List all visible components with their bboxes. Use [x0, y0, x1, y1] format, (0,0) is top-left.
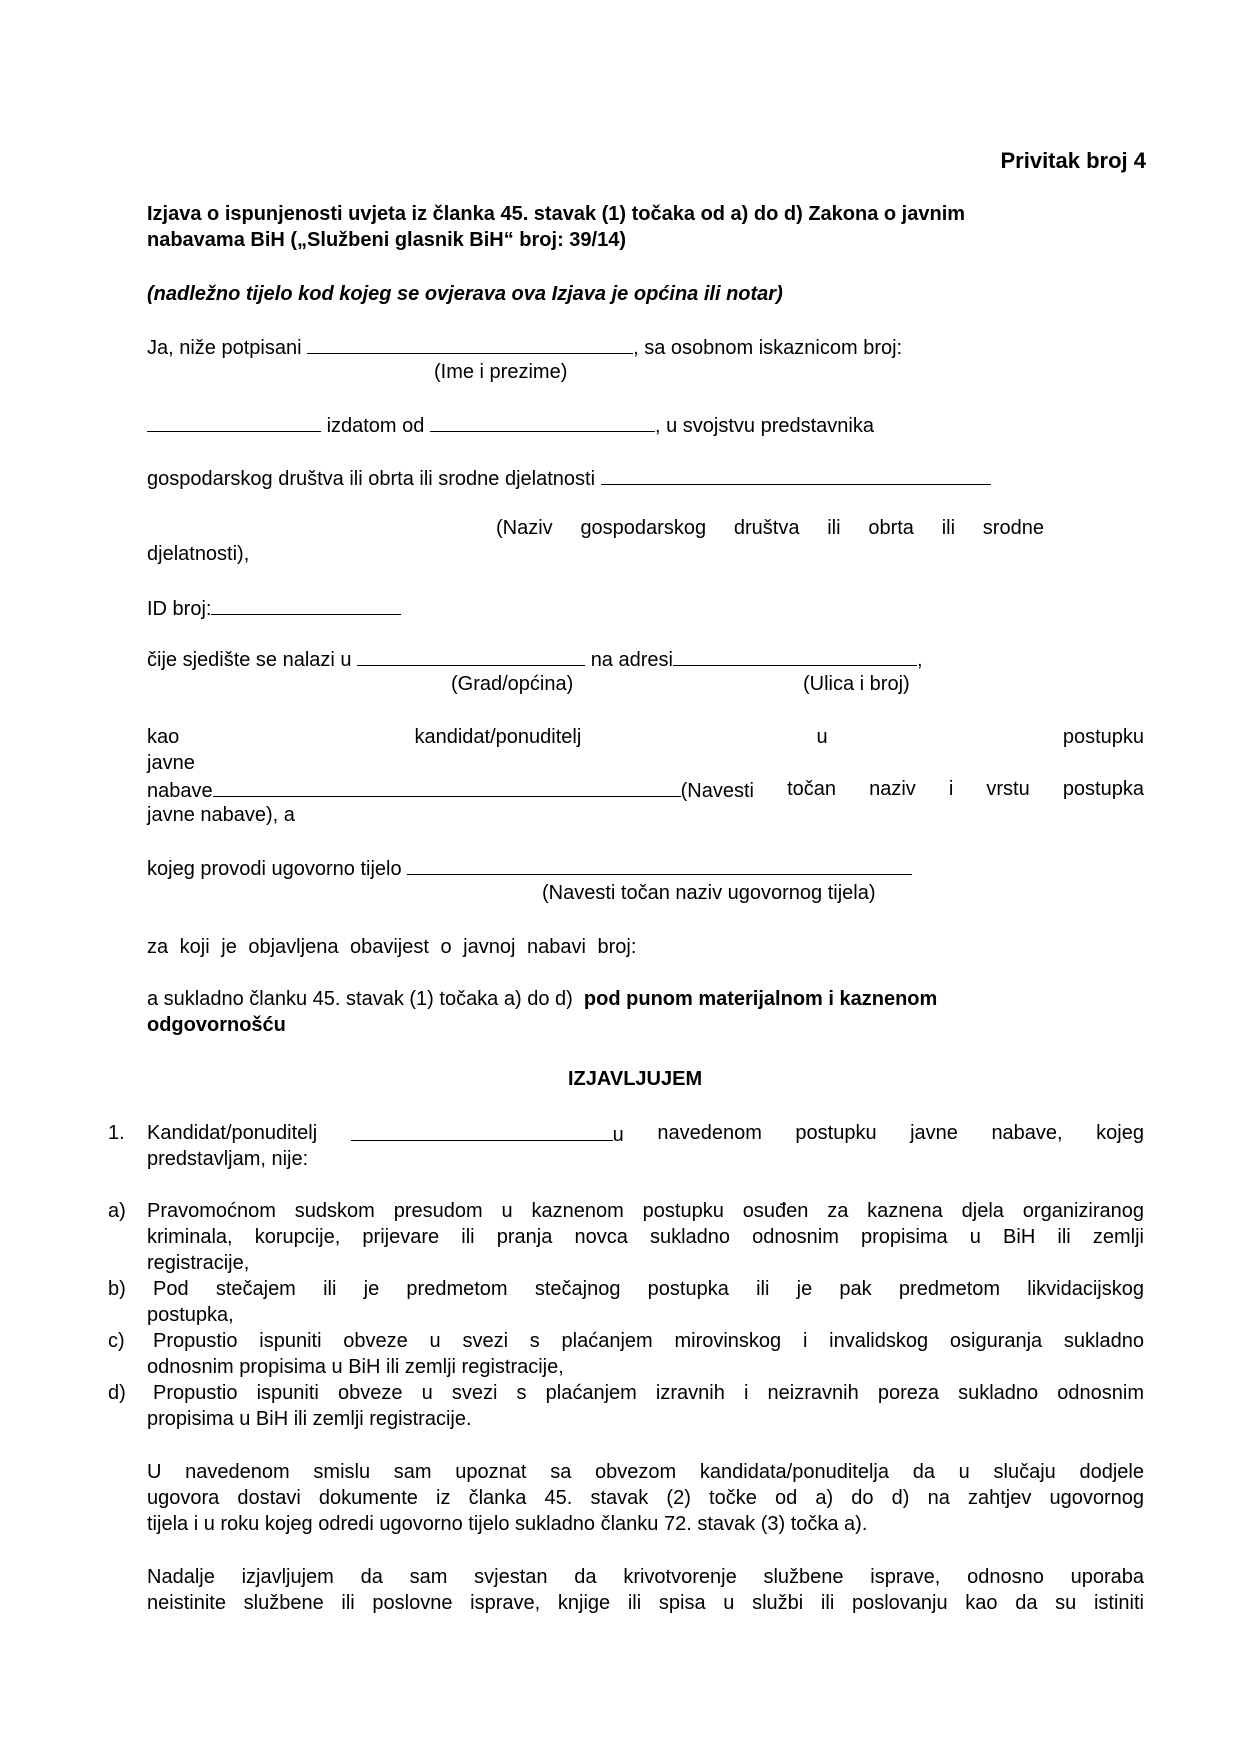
- issued-by-blank[interactable]: [430, 411, 655, 432]
- notice-line: za koji je objavljena obavijest o javnoj nabavi broj:: [147, 936, 637, 958]
- item-a-line-3: registracije,: [147, 1252, 250, 1274]
- procurement-line: nabave (Navesti točan naziv i vrstu postupka: [147, 778, 1144, 802]
- liability-line-2: odgovornošću: [147, 1014, 286, 1036]
- item-a-line-1: Pravomoćnom sudskom presudom u kaznenom postupku osuđen za kaznena djela organiziranog: [147, 1200, 1144, 1222]
- item1-line-2: predstavljam, nije:: [147, 1148, 309, 1170]
- name-blank[interactable]: [307, 333, 633, 354]
- para2-line-2: neistinite službene ili poslovne isprave, knjige ili spisa u službi ili poslovanju kao da su istiniti: [147, 1592, 1144, 1614]
- seat-text: čije sjedište se nalazi u: [147, 649, 352, 671]
- company-caption-end: djelatnosti),: [147, 543, 250, 565]
- item1-number: 1.: [108, 1122, 125, 1144]
- item-b-letter: b): [108, 1278, 126, 1300]
- declaration-heading: IZJAVLJUJEM: [568, 1068, 703, 1090]
- address-blank[interactable]: [673, 645, 917, 666]
- title-line-2: nabavama BiH („Službeni glasnik BiH“ broj: 39/14): [147, 229, 627, 251]
- company-text: gospodarskog društva ili obrta ili srodne djelatnosti: [147, 468, 596, 490]
- capacity-text: , u svojstvu predstavnika: [654, 415, 874, 437]
- candidate-name-blank[interactable]: [351, 1120, 613, 1141]
- company-name-blank[interactable]: [601, 464, 991, 485]
- item-d-letter: d): [108, 1382, 126, 1404]
- item-c-line-1: Propustio ispuniti obveze u svezi s plaćanjem mirovinskog i invalidskog osiguranja sukladno: [153, 1330, 1144, 1352]
- id-number-blank[interactable]: [147, 411, 321, 432]
- company-caption: (Naziv gospodarskog društva ili obrta ili srodne: [496, 517, 1044, 539]
- issued-line: [147, 411, 874, 439]
- address-label: na adresi: [590, 649, 673, 671]
- authority-blank[interactable]: [407, 854, 912, 875]
- authority-line: kojeg provodi ugovorno tijelo: [147, 854, 912, 882]
- item-a-letter: a): [108, 1200, 126, 1222]
- seat-line: čije sjedište se nalazi u na adresi ,: [147, 645, 923, 673]
- name-caption: (Ime i prezime): [434, 361, 568, 383]
- company-line: [147, 464, 991, 492]
- item-b-line-1: Pod stečajem ili je predmetom stečajnog postupka ili je pak predmetom likvidacijskog: [153, 1278, 1144, 1300]
- item-d-line-2: propisima u BiH ili zemlji registracije.: [147, 1408, 472, 1430]
- signatory-line: [147, 333, 902, 361]
- javne-word: javne: [147, 752, 195, 774]
- city-caption: (Grad/općina): [451, 673, 574, 695]
- item-c-letter: c): [108, 1330, 125, 1352]
- candidate-line: kao kandidat/ponuditelj u postupku: [147, 726, 1144, 748]
- para2-line-1: Nadalje izjavljujem da sam svjestan da krivotvorenje službene isprave, odnosno uporaba: [147, 1566, 1144, 1588]
- liability-line-1: a sukladno članku 45. stavak (1) točaka a) do d) pod punom materijalnom i kaznenom: [147, 988, 938, 1010]
- id-line: [147, 594, 401, 622]
- id-label: ID broj:: [147, 598, 212, 620]
- procurement-end: javne nabave), a: [147, 804, 295, 826]
- para1-line-3: tijela i u roku kojeg odredi ugovorno tijelo sukladno članku 72. stavak (3) točka a).: [147, 1513, 868, 1535]
- city-blank[interactable]: [357, 645, 585, 666]
- attachment-label: Privitak broj 4: [1000, 148, 1146, 173]
- title-line-1: Izjava o ispunjenosti uvjeta iz članka 45. stavak (1) točaka od a) do d) Zakona o javnim: [147, 203, 966, 225]
- signatory-prefix: Ja, niže potpisani: [147, 337, 302, 359]
- para1-line-2: ugovora dostavi dokumente iz članka 45. stavak (2) točke od a) do d) na zahtjev ugovornog: [147, 1487, 1144, 1509]
- item-c-line-2: odnosnim propisima u BiH ili zemlji registracije,: [147, 1356, 564, 1378]
- para1-line-1: U navedenom smislu sam upoznat sa obvezom kandidata/ponuditelja da u slučaju dodjele: [147, 1461, 1144, 1483]
- item-b-line-2: postupka,: [147, 1304, 234, 1326]
- item-d-line-1: Propustio ispuniti obveze u svezi s plaćanjem izravnih i neizravnih poreza sukladno odnosnim: [153, 1382, 1144, 1404]
- authority-caption: (Navesti točan naziv ugovornog tijela): [542, 882, 876, 904]
- item1-line: Kandidat/ponuditelj u navedenom postupku javne nabave, kojeg: [147, 1122, 1144, 1146]
- street-caption: (Ulica i broj): [803, 673, 910, 695]
- id-blank[interactable]: [211, 594, 401, 615]
- authority-note: (nadležno tijelo kod kojeg se ovjerava ova Izjava je općina ili notar): [147, 283, 783, 305]
- procurement-name-blank[interactable]: [213, 776, 681, 797]
- item-a-line-2: kriminala, korupcije, prijevare ili pranja novca sukladno odnosnim propisima u BiH ili zemlji: [147, 1226, 1144, 1248]
- id-card-text: , sa osobnom iskaznicom broj:: [633, 337, 903, 359]
- issued-by-text: izdatom od: [326, 415, 425, 437]
